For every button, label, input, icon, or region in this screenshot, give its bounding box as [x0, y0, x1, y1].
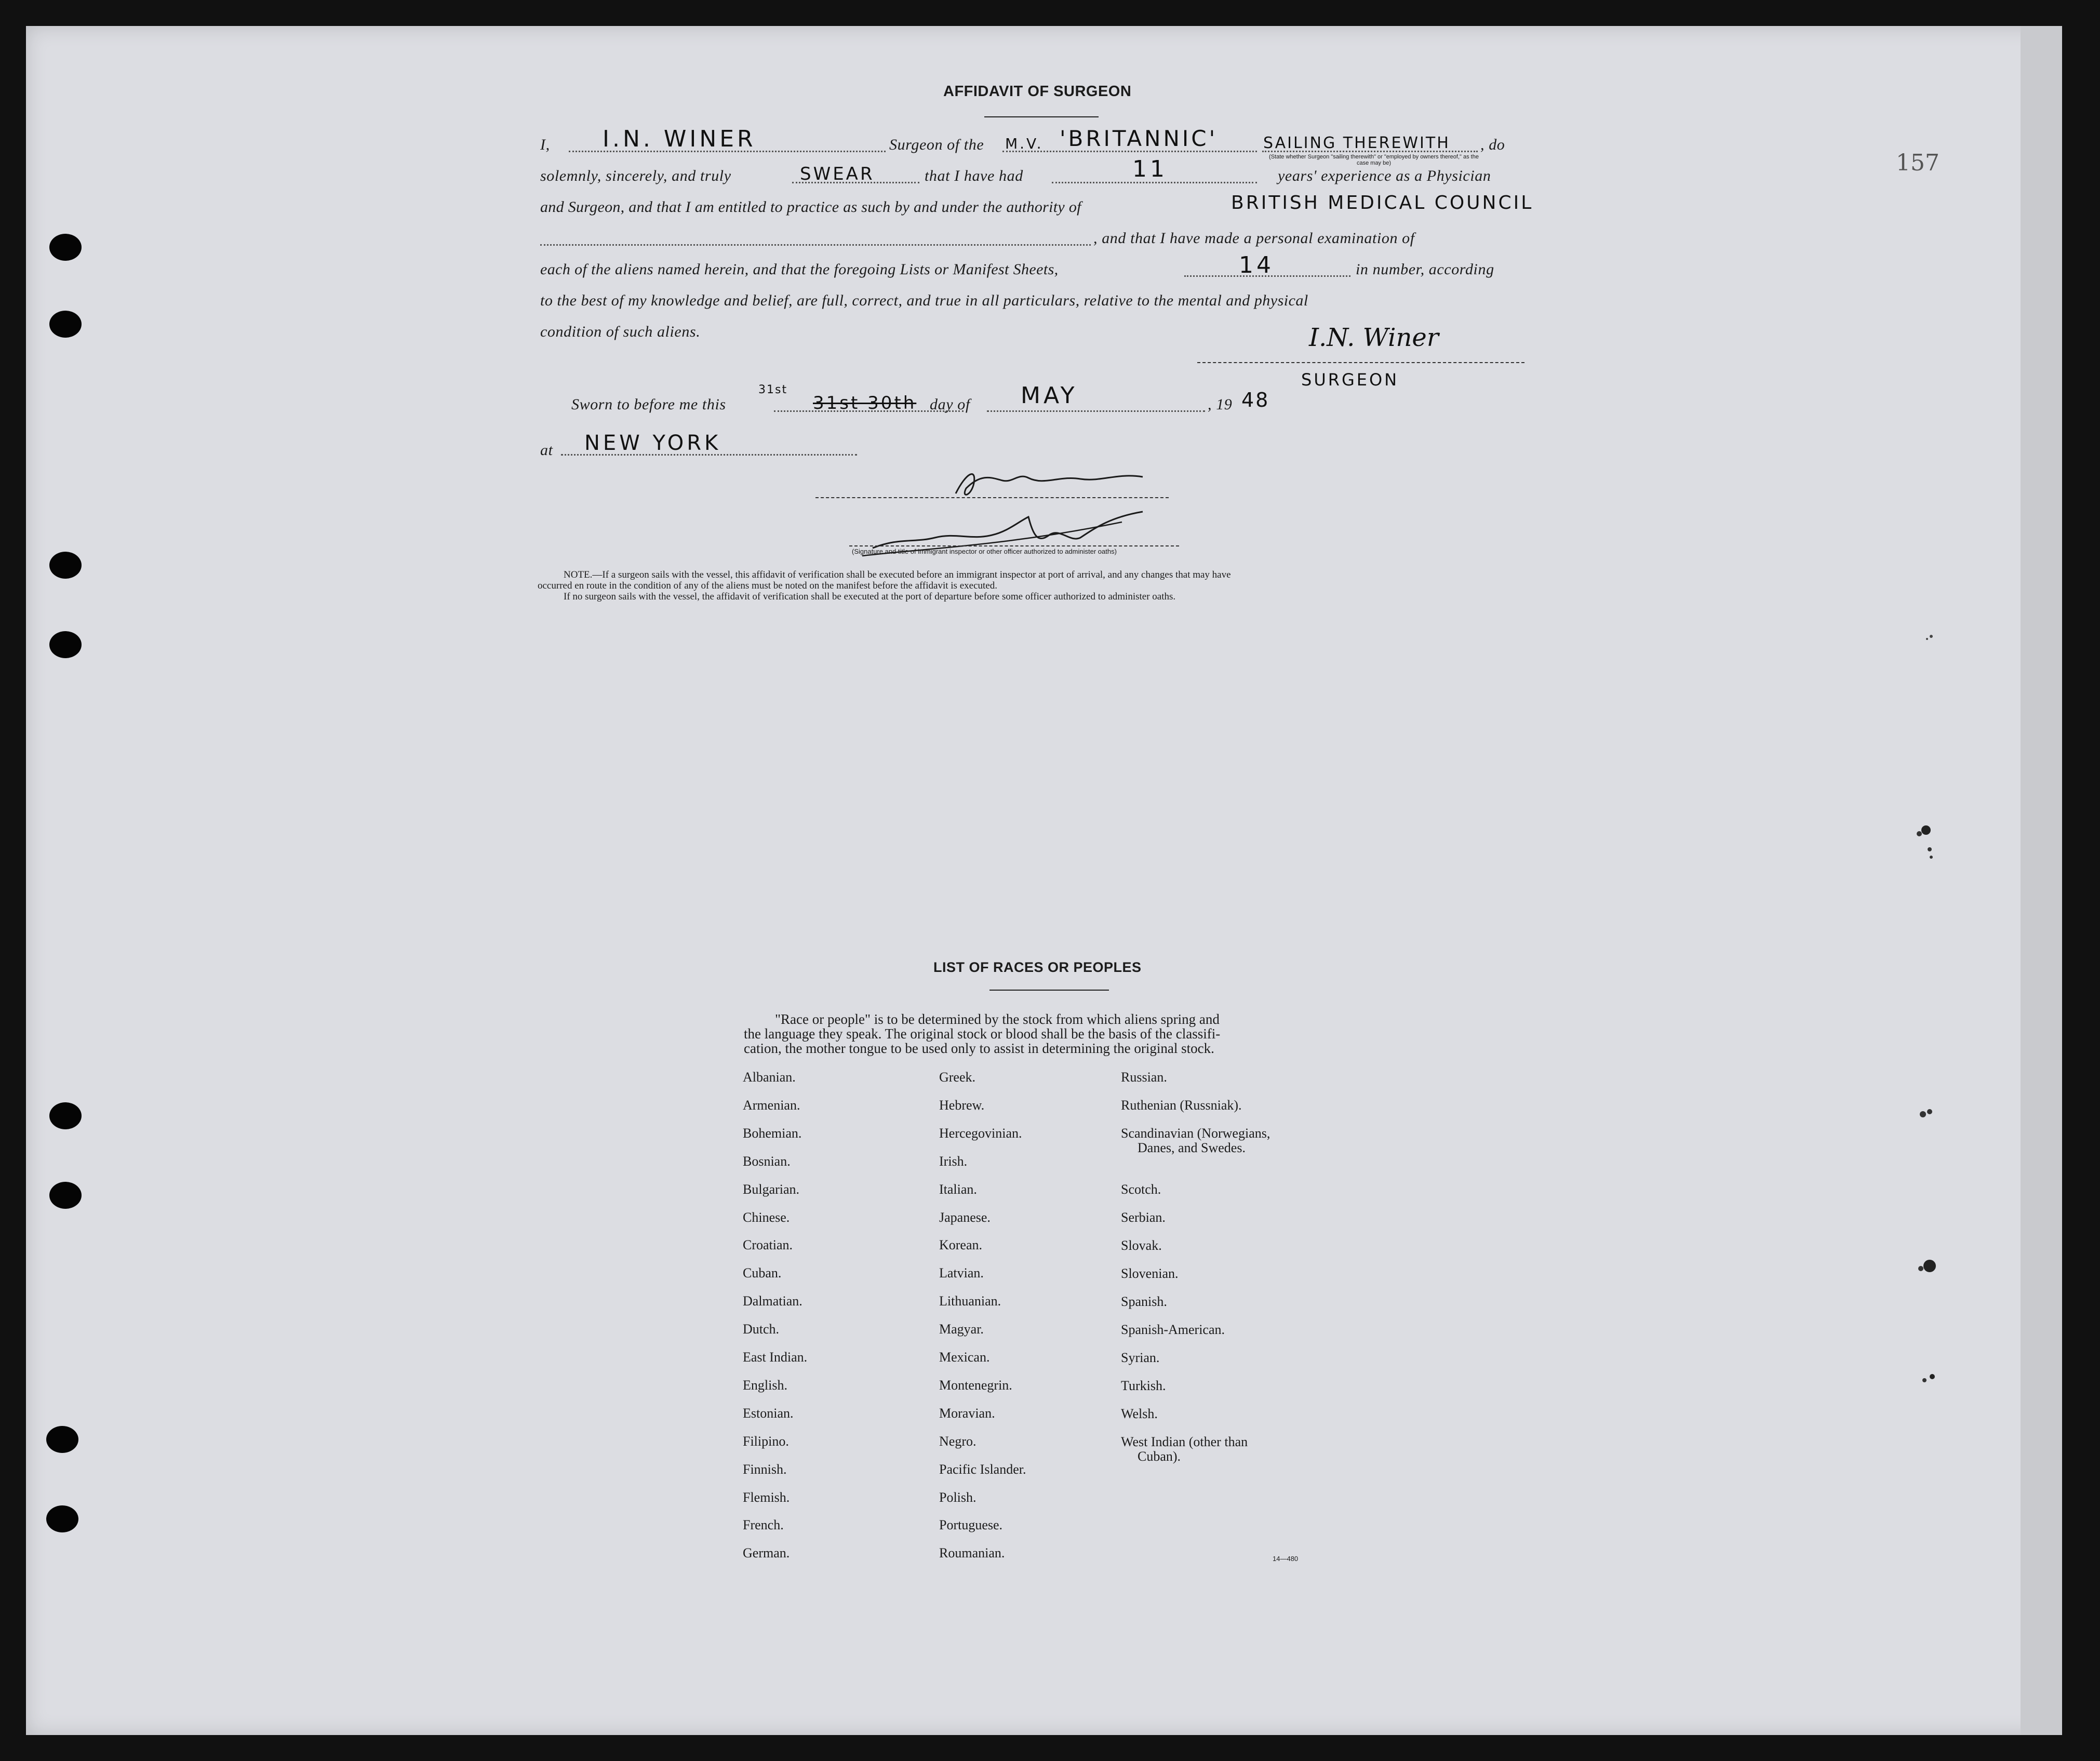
place-line — [561, 454, 857, 456]
line1-i: I, — [540, 136, 550, 153]
note-line-1: NOTE.—If a surgeon sails with the vessel, this affidavit of verification shall be executed before an immigrant inspector at port of arrival, and any changes that may have — [564, 569, 1231, 580]
race-item: Albanian. — [743, 1070, 796, 1085]
vessel-prefix: M.V. — [1005, 135, 1044, 152]
authority: BRITISH MEDICAL COUNCIL — [1231, 192, 1534, 214]
sheet-edge — [2021, 26, 2062, 1735]
race-item: Bohemian. — [743, 1126, 802, 1141]
binder-hole — [46, 1505, 78, 1532]
race-item: Finnish. — [743, 1462, 787, 1477]
race-item: Bulgarian. — [743, 1182, 800, 1197]
race-item: Cuban. — [743, 1265, 782, 1280]
race-item: Italian. — [939, 1182, 977, 1197]
line3-a: and Surgeon, and that I am entitled to practice as such by and under the authority of — [540, 198, 1081, 216]
vessel-line — [1002, 151, 1257, 152]
race-item: Hebrew. — [939, 1098, 985, 1113]
race-item: Chinese. — [743, 1210, 790, 1225]
race-item: Spanish. — [1121, 1294, 1167, 1309]
races-intro-2: the language they speak. The original stock or blood shall be the basis of the classifi- — [744, 1026, 1221, 1042]
race-item: Japanese. — [939, 1210, 991, 1225]
inspector-line-2 — [849, 545, 1179, 546]
race-item: Moravian. — [939, 1406, 995, 1421]
capacity: SAILING THEREWITH — [1263, 134, 1450, 152]
sheets-line — [1184, 275, 1350, 277]
form-number: 14—480 — [1273, 1555, 1299, 1563]
race-item: Croatian. — [743, 1237, 793, 1252]
race-item: Irish. — [939, 1154, 968, 1169]
line5-a: each of the aliens named herein, and that the foregoing Lists or Manifest Sheets, — [540, 261, 1059, 278]
race-item: Polish. — [939, 1490, 977, 1505]
authority-continued-line — [540, 244, 1091, 246]
race-item: Korean. — [939, 1237, 983, 1252]
title-underline — [984, 116, 1099, 117]
vessel-name: 'BRITANNIC' — [1060, 126, 1218, 151]
line5-b: in number, according — [1356, 261, 1494, 278]
race-item: Danes, and Swedes. — [1138, 1140, 1246, 1155]
race-item: Serbian. — [1121, 1210, 1166, 1225]
inspector-caption: (Signature and title of immigrant inspector or other officer authorized to administer oaths) — [852, 548, 1117, 555]
race-item: Slovak. — [1121, 1238, 1162, 1253]
race-item: Russian. — [1121, 1070, 1167, 1085]
at-label: at — [540, 442, 553, 459]
race-item: Montenegrin. — [939, 1378, 1012, 1393]
document-sheet — [26, 26, 2062, 1735]
race-item: Syrian. — [1121, 1350, 1160, 1365]
years: 11 — [1132, 156, 1168, 182]
binder-hole — [46, 1426, 78, 1453]
line6: to the best of my knowledge and belief, are full, correct, and true in all particulars, relative to the mental and physical — [540, 292, 1308, 309]
race-item: Filipino. — [743, 1434, 789, 1449]
race-item: Hercegovinian. — [939, 1126, 1022, 1141]
binder-hole — [49, 552, 82, 579]
race-item: Mexican. — [939, 1350, 990, 1365]
race-item: Scotch. — [1121, 1182, 1161, 1197]
binder-hole — [49, 1182, 82, 1209]
affidavit-title: AFFIDAVIT OF SURGEON — [943, 83, 1132, 100]
race-item: Portuguese. — [939, 1517, 1003, 1532]
surgeon-signature: I.N. Winer — [1309, 323, 1439, 352]
month: MAY — [1021, 382, 1078, 409]
line2-c: years' experience as a Physician — [1278, 167, 1491, 184]
oath-line — [792, 182, 919, 183]
day-correction: 31st — [758, 383, 788, 396]
race-item: Bosnian. — [743, 1154, 791, 1169]
race-item: Estonian. — [743, 1406, 794, 1421]
race-item: Latvian. — [939, 1265, 984, 1280]
race-item: Slovenian. — [1121, 1266, 1179, 1281]
capacity-line — [1262, 151, 1478, 152]
note-line-2: occurred en route in the condition of any of the aliens must be noted on the manifest before the affidavit is executed. — [538, 580, 997, 591]
race-item: Turkish. — [1121, 1378, 1166, 1393]
race-item: Lithuanian. — [939, 1293, 1001, 1309]
sheets: 14 — [1239, 252, 1274, 278]
race-item: East Indian. — [743, 1350, 808, 1365]
surgeon-name: I.N. WINER — [603, 126, 756, 152]
capacity-note: (State whether Surgeon "sailing therewith" or "employed by owners thereof," as the case may be) — [1269, 154, 1479, 166]
race-item: English. — [743, 1378, 787, 1393]
race-item: Spanish-American. — [1121, 1322, 1225, 1337]
years-line — [1052, 182, 1257, 183]
inspector-line-1 — [815, 497, 1169, 498]
race-item: Magyar. — [939, 1322, 984, 1337]
month-line — [987, 410, 1205, 412]
races-title: LIST OF RACES OR PEOPLES — [933, 959, 1142, 975]
race-item: Armenian. — [743, 1098, 800, 1113]
line1-do: , do — [1480, 136, 1505, 153]
race-item: Dalmatian. — [743, 1293, 802, 1309]
race-item: Flemish. — [743, 1490, 790, 1505]
binder-hole — [49, 234, 82, 261]
day-struck: 31st 30th — [813, 393, 917, 413]
line1-surgeon-of: Surgeon of the — [889, 136, 984, 153]
surgeon-name-line — [569, 151, 886, 152]
race-item: Dutch. — [743, 1322, 780, 1337]
races-title-underline — [989, 990, 1109, 991]
surgeon-signature-line — [1197, 362, 1524, 363]
race-item: Cuban). — [1138, 1449, 1181, 1464]
line7: condition of such aliens. — [540, 323, 701, 340]
race-item: French. — [743, 1517, 784, 1532]
binder-hole — [49, 631, 82, 658]
race-item: Negro. — [939, 1434, 977, 1449]
race-item: Scandinavian (Norwegians, — [1121, 1126, 1270, 1141]
sworn-b: day of — [930, 396, 970, 413]
line2-b: that I have had — [925, 167, 1023, 184]
races-intro-1: "Race or people" is to be determined by the stock from which aliens spring and — [775, 1011, 1220, 1027]
line4: , and that I have made a personal examination of — [1093, 230, 1415, 247]
binder-hole — [49, 1102, 82, 1129]
race-item: Ruthenian (Russniak). — [1121, 1098, 1242, 1113]
oath: SWEAR — [800, 164, 875, 184]
sworn-a: Sworn to before me this — [571, 396, 726, 413]
race-item: Roumanian. — [939, 1545, 1005, 1560]
race-item: German. — [743, 1545, 790, 1560]
race-item: Pacific Islander. — [939, 1462, 1026, 1477]
surgeon-label: SURGEON — [1301, 370, 1399, 390]
margin-specks — [1880, 613, 1974, 1392]
place: NEW YORK — [584, 431, 721, 455]
year-prefix: , 19 — [1208, 396, 1233, 413]
race-item: Welsh. — [1121, 1406, 1158, 1421]
line2-a: solemnly, sincerely, and truly — [540, 167, 731, 184]
note-line-3: If no surgeon sails with the vessel, the affidavit of verification shall be executed at the port of departure before some officer authorized to administer oaths. — [564, 591, 1176, 602]
page-number: 157 — [1896, 150, 1940, 176]
race-item: West Indian (other than — [1121, 1434, 1248, 1449]
races-intro-3: cation, the mother tongue to be used only to assist in determining the original stock. — [744, 1040, 1214, 1056]
year-suffix: 48 — [1241, 389, 1270, 411]
race-item: Greek. — [939, 1070, 976, 1085]
binder-hole — [49, 311, 82, 338]
